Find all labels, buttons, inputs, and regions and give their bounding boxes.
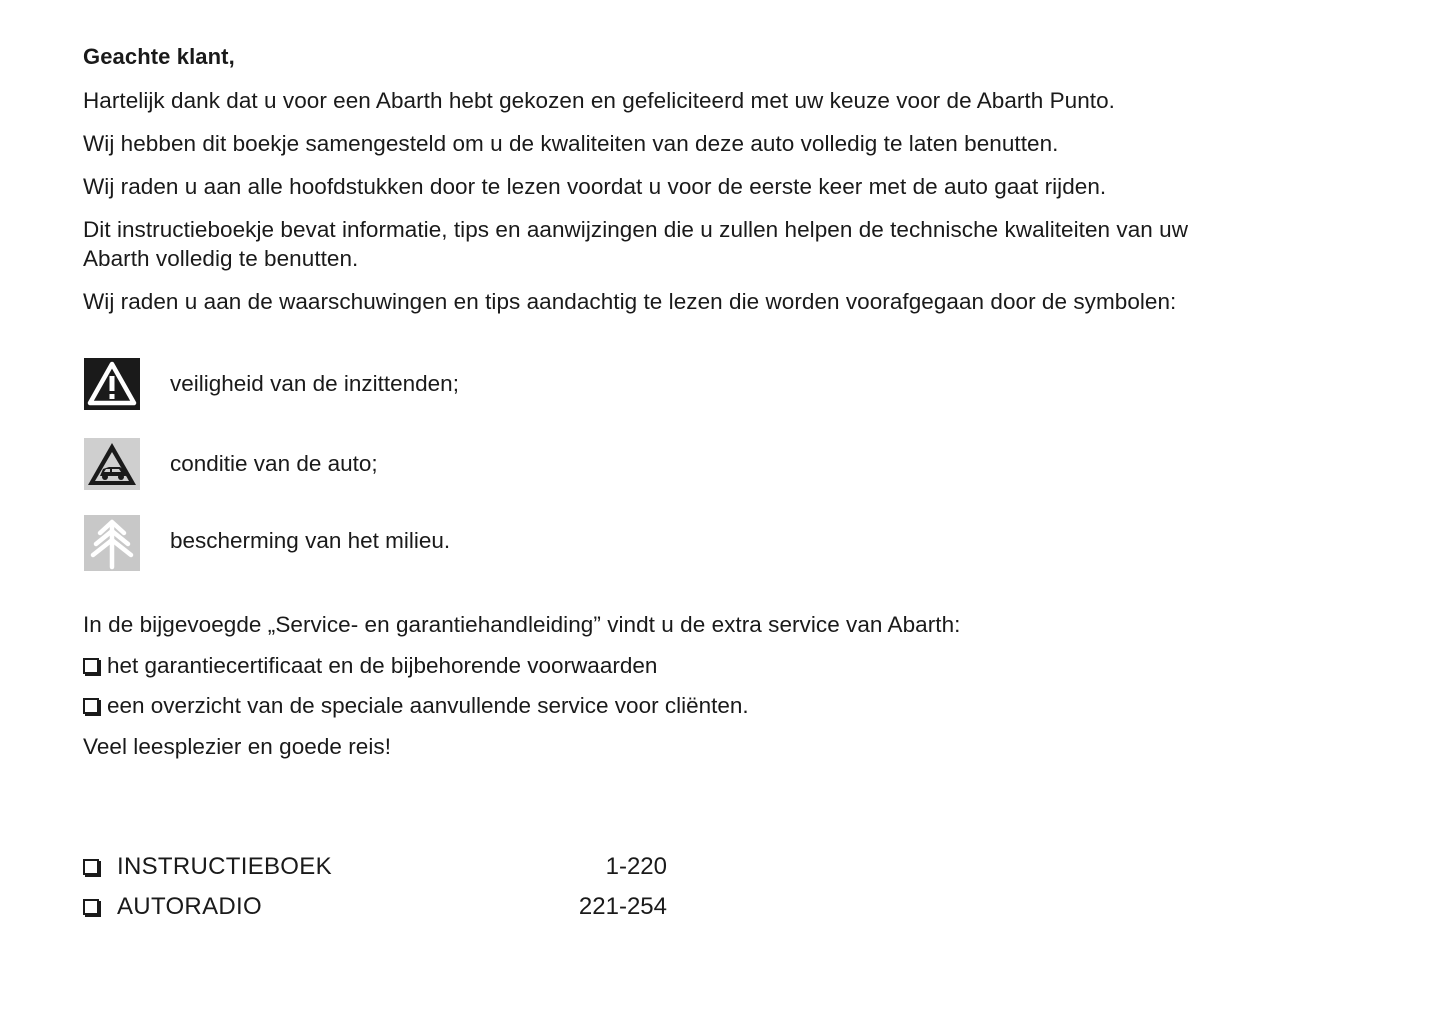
contents-entry[interactable]	[83, 852, 669, 882]
symbol-legend-item	[84, 438, 784, 494]
contents-title: INSTRUCTIEBOEK	[117, 853, 332, 880]
intro-paragraph: Wij raden u aan de waarschuwingen en tips aandachtig te lezen die worden voorafgegaan door de symbolen:	[83, 289, 1177, 314]
intro-paragraph: Wij raden u aan alle hoofdstukken door te lezen voordat u voor de eerste keer met de auto gaat rijden.	[83, 174, 1107, 199]
symbol-label: conditie van de auto;	[170, 451, 378, 476]
contents-pages: 1-220	[605, 853, 667, 880]
tree-environment-icon	[84, 515, 140, 571]
checkbox-bullet-icon	[83, 859, 99, 875]
intro-paragraph: Wij hebben dit boekje samengesteld om u de kwaliteiten van deze auto volledig te laten benutten.	[83, 131, 1059, 156]
intro-paragraph: Dit instructieboekje bevat informatie, tips en aanwijzingen die u zullen helpen de technische kwaliteiten van uw Abarth volledig te benutten.	[83, 217, 1188, 271]
checkbox-bullet-icon	[83, 658, 99, 674]
car-warning-triangle-icon	[84, 438, 140, 494]
greeting: Geachte klant,	[83, 44, 235, 69]
service-list-item	[83, 651, 657, 680]
checkbox-bullet-icon	[83, 698, 99, 714]
symbol-legend-item	[84, 358, 784, 414]
service-item-text: een overzicht van de speciale aanvullende service voor cliënten.	[107, 693, 749, 718]
closing-line: Veel leesplezier en goede reis!	[83, 734, 392, 759]
contents-pages: 221-254	[578, 893, 667, 920]
symbol-legend-item	[84, 515, 784, 571]
service-list-item	[83, 691, 749, 720]
service-item-text: het garantiecertificaat en de bijbehorende voorwaarden	[107, 653, 658, 678]
intro-paragraph: Hartelijk dank dat u voor een Abarth hebt gekozen en gefeliciteerd met uw keuze voor de Abarth Punto.	[83, 88, 1115, 113]
symbol-label: bescherming van het milieu.	[170, 528, 451, 553]
service-intro: In de bijgevoegde „Service- en garantiehandleiding” vindt u de extra service van Abarth:	[83, 612, 961, 637]
contents-title: AUTORADIO	[117, 893, 262, 920]
contents-entry[interactable]	[83, 892, 669, 922]
symbol-label: veiligheid van de inzittenden;	[170, 371, 459, 396]
checkbox-bullet-icon	[83, 899, 99, 915]
warning-triangle-icon	[84, 358, 140, 414]
